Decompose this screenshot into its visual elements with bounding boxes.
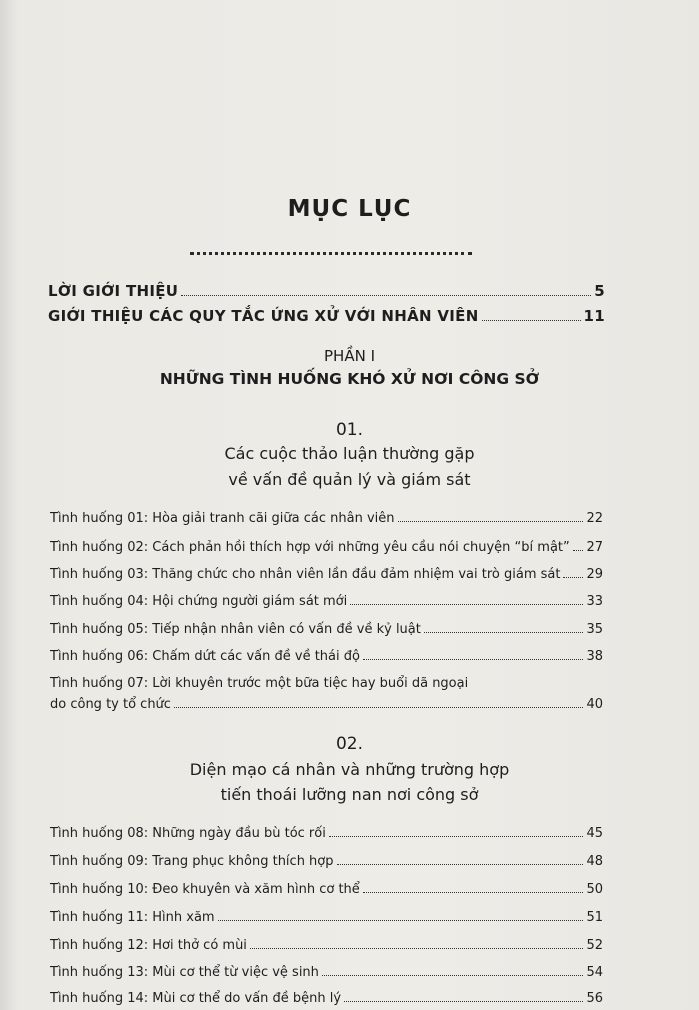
dot-leader <box>344 1001 583 1002</box>
section-title-line: Các cuộc thảo luận thường gặp <box>224 444 475 463</box>
toc-entry-conduct-rules <box>48 307 605 325</box>
toc-entry-case <box>50 826 603 841</box>
entry-page-number: 56 <box>586 991 603 1006</box>
dot-leader <box>322 975 584 976</box>
entry-page-number: 5 <box>594 282 605 300</box>
entry-label: Tình huống 12: Hơi thở có mùi <box>50 938 247 953</box>
toc-entry-case <box>50 567 603 582</box>
entry-label: Tình huống 14: Mùi cơ thể do vấn đề bệnh lý <box>50 991 342 1006</box>
entry-label: Tình huống 11: Hình xăm <box>50 910 215 925</box>
entry-label: Tình huống 02: Cách phản hồi thích hợp với những yêu cầu nói chuyện “bí mật” <box>50 540 570 555</box>
section-title-line: về vấn đề quản lý và giám sát <box>228 470 471 489</box>
entry-label: LỜI GIỚI THIỆU <box>48 282 179 300</box>
toc-entry-case-first-line: Tình huống 07: Lời khuyên trước một bữa tiệc hay buổi dã ngoại <box>50 676 469 691</box>
toc-entry-case <box>50 882 603 897</box>
dot-leader <box>350 604 583 605</box>
dot-leader <box>424 632 584 633</box>
dot-leader <box>174 707 584 708</box>
toc-entry-case <box>50 511 603 526</box>
section-title-line: tiến thoái lưỡng nan nơi công sở <box>220 785 479 804</box>
entry-label: Tình huống 09: Trang phục không thích hợp <box>50 854 334 869</box>
dot-leader <box>482 320 581 321</box>
toc-entry-case <box>50 854 603 869</box>
dot-leader <box>250 948 584 949</box>
toc-entry-case <box>50 938 603 953</box>
entry-page-number: 35 <box>586 622 603 637</box>
section-number: 01. <box>335 420 364 440</box>
entry-label: Tình huống 13: Mùi cơ thể từ việc vệ sinh <box>50 965 319 980</box>
toc-entry-case <box>50 622 603 637</box>
entry-page-number: 33 <box>586 594 603 609</box>
entry-page-number: 38 <box>586 649 603 664</box>
entry-label: Tình huống 05: Tiếp nhận nhân viên có vấn đề về kỷ luật <box>50 622 421 637</box>
dot-leader <box>563 577 583 578</box>
entry-page-number: 40 <box>586 697 603 712</box>
dot-leader <box>363 659 583 660</box>
entry-page-number: 22 <box>586 511 603 526</box>
toc-entry-introduction <box>48 282 605 300</box>
entry-label: Tình huống 03: Thăng chức cho nhân viên lần đầu đảm nhiệm vai trò giám sát <box>50 567 561 582</box>
toc-entry-case <box>50 649 603 664</box>
heading-dotted-rule <box>190 252 472 255</box>
toc-entry-case <box>50 540 603 555</box>
dot-leader <box>218 920 584 921</box>
entry-page-number: 50 <box>586 882 603 897</box>
entry-page-number: 52 <box>586 938 603 953</box>
section-number: 02. <box>335 734 364 754</box>
entry-label: Tình huống 01: Hòa giải tranh cãi giữa các nhân viên <box>50 511 395 526</box>
entry-label: Tình huống 08: Những ngày đầu bù tóc rối <box>50 826 326 841</box>
entry-label: GIỚI THIỆU CÁC QUY TẮC ỨNG XỬ VỚI NHÂN VIÊN <box>48 307 479 325</box>
dot-leader <box>329 836 584 837</box>
entry-label: Tình huống 06: Chấm dứt các vấn đề về thái độ <box>50 649 360 664</box>
entry-page-number: 11 <box>583 307 605 325</box>
toc-entry-case <box>50 697 603 712</box>
part-label: PHẦN I <box>324 347 375 365</box>
entry-label: Tình huống 10: Đeo khuyên và xăm hình cơ thể <box>50 882 360 897</box>
dot-leader <box>181 295 591 296</box>
entry-page-number: 27 <box>586 540 603 555</box>
dot-leader <box>337 864 584 865</box>
toc-entry-case <box>50 965 603 980</box>
dot-leader <box>398 521 584 522</box>
toc-entry-case <box>50 991 603 1006</box>
entry-label: Tình huống 04: Hội chứng người giám sát mới <box>50 594 348 609</box>
dot-leader <box>363 892 584 893</box>
part-title: NHỮNG TÌNH HUỐNG KHÓ XỬ NƠI CÔNG SỞ <box>159 370 540 388</box>
entry-page-number: 45 <box>586 826 603 841</box>
entry-page-number: 51 <box>586 910 603 925</box>
toc-heading: MỤC LỤC <box>287 196 412 222</box>
entry-page-number: 48 <box>586 854 603 869</box>
entry-label-continued: do công ty tổ chức <box>50 697 171 712</box>
dot-leader <box>573 550 584 551</box>
toc-entry-case <box>50 910 603 925</box>
entry-page-number: 29 <box>586 567 603 582</box>
section-title-line: Diện mạo cá nhân và những trường hợp <box>189 760 510 779</box>
toc-entry-case <box>50 594 603 609</box>
entry-page-number: 54 <box>586 965 603 980</box>
